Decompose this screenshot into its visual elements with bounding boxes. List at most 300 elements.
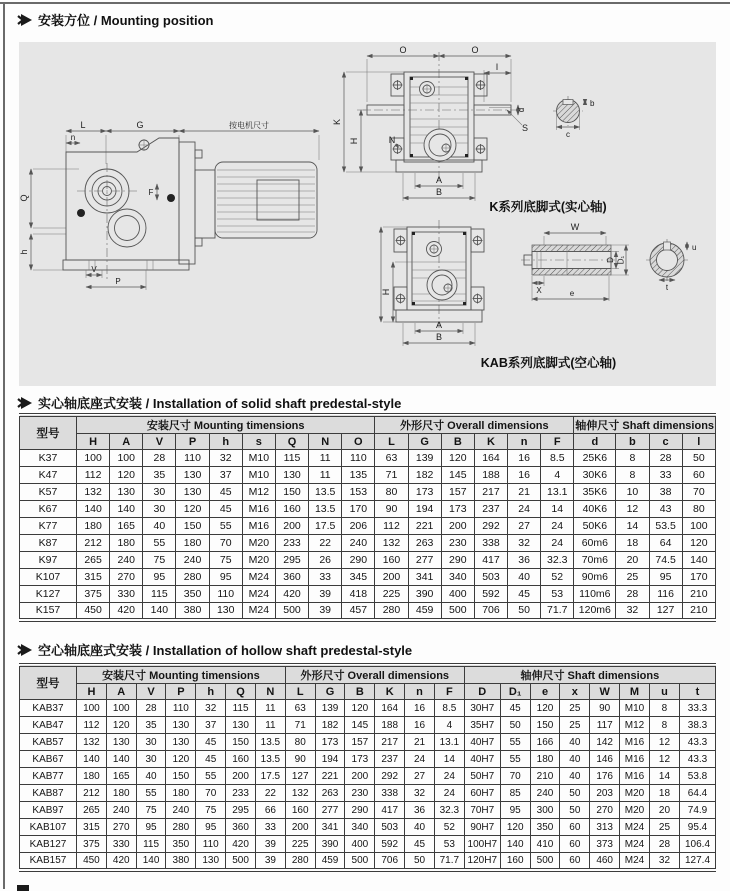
value-cell: 140 <box>682 552 715 569</box>
value-cell: 55 <box>143 535 176 552</box>
dim-label-e: e <box>569 289 575 298</box>
value-cell: 160 <box>275 501 308 518</box>
value-cell: M20 <box>242 552 275 569</box>
dim-label-Q: Q <box>19 194 29 202</box>
value-cell: 95 <box>196 819 226 836</box>
dim-label-h: h <box>19 249 29 255</box>
value-cell: 180 <box>530 751 560 768</box>
value-cell: 330 <box>106 836 136 853</box>
value-cell: 39 <box>309 603 342 620</box>
value-cell: M20 <box>620 802 650 819</box>
dim-label-H-kab: H <box>381 288 391 296</box>
value-cell: 28 <box>143 450 176 467</box>
value-cell: 212 <box>77 785 107 802</box>
value-cell: 32.3 <box>541 552 574 569</box>
value-cell: 212 <box>77 535 110 552</box>
value-cell: 20 <box>649 802 679 819</box>
value-cell: 180 <box>106 785 136 802</box>
value-cell: 95 <box>143 569 176 586</box>
value-cell: 60 <box>560 853 590 870</box>
value-cell: 35 <box>143 467 176 484</box>
value-cell: 120 <box>441 450 474 467</box>
value-cell: 50 <box>405 853 435 870</box>
value-cell: 390 <box>315 836 345 853</box>
value-cell: 338 <box>474 535 507 552</box>
column-header: L <box>375 434 408 450</box>
value-cell: 60 <box>682 467 715 484</box>
value-cell: 18 <box>616 535 649 552</box>
value-cell: 38 <box>649 484 682 501</box>
value-cell: 74.5 <box>649 552 682 569</box>
table-row <box>20 603 716 620</box>
value-cell: 25 <box>560 700 590 717</box>
model-cell: KAB97 <box>20 802 77 819</box>
model-cell: K97 <box>20 552 77 569</box>
value-cell: 200 <box>441 518 474 535</box>
value-cell: 225 <box>285 836 315 853</box>
value-cell: 130 <box>226 717 256 734</box>
value-cell: 153 <box>342 484 375 501</box>
section-flag-icon <box>17 397 32 409</box>
value-cell: M16 <box>242 501 275 518</box>
value-cell: 176 <box>590 768 620 785</box>
value-cell: 417 <box>375 802 405 819</box>
section-header-mounting <box>17 10 213 29</box>
value-cell: 160 <box>375 552 408 569</box>
value-cell: 45 <box>405 836 435 853</box>
value-cell: 410 <box>530 836 560 853</box>
value-cell: 110 <box>342 450 375 467</box>
dim-label-N: N <box>388 135 396 145</box>
value-cell: 173 <box>408 484 441 501</box>
dim-label-n: n <box>70 133 76 142</box>
value-cell: 130 <box>106 734 136 751</box>
value-cell: 450 <box>77 853 107 870</box>
value-cell: 110m6 <box>574 586 616 603</box>
value-cell: 24 <box>405 751 435 768</box>
value-cell: 100 <box>77 450 110 467</box>
value-cell: 16 <box>405 700 435 717</box>
value-cell: 350 <box>176 586 209 603</box>
value-cell: 120 <box>530 700 560 717</box>
column-header: G <box>315 684 345 700</box>
value-cell: 28 <box>649 836 679 853</box>
column-header: A <box>110 434 143 450</box>
value-cell: 40 <box>508 569 541 586</box>
value-cell: 164 <box>474 450 507 467</box>
value-cell: 173 <box>345 751 375 768</box>
value-cell: 17.5 <box>255 768 285 785</box>
column-header: D₁ <box>500 684 530 700</box>
value-cell: 13.5 <box>309 484 342 501</box>
dim-label-O-left: O <box>399 45 407 55</box>
value-cell: 95 <box>136 819 166 836</box>
hollow-shaft-dimensions-table <box>19 663 716 872</box>
value-cell: 74.9 <box>680 802 716 819</box>
section-header-hollow <box>17 640 412 659</box>
value-cell: 265 <box>77 802 107 819</box>
left-rule <box>3 2 5 889</box>
value-cell: 64.4 <box>680 785 716 802</box>
model-cell: K107 <box>20 569 77 586</box>
model-cell: KAB107 <box>20 819 77 836</box>
value-cell: 50K6 <box>574 518 616 535</box>
value-cell: 188 <box>474 467 507 484</box>
value-cell: 115 <box>275 450 308 467</box>
value-cell: 270 <box>106 819 136 836</box>
value-cell: 270 <box>110 569 143 586</box>
value-cell: 45 <box>500 700 530 717</box>
column-header: t <box>680 684 716 700</box>
hollow-shaft-section-drawing <box>521 222 629 301</box>
column-header: V <box>136 684 166 700</box>
value-cell: 145 <box>345 717 375 734</box>
value-cell: 206 <box>342 518 375 535</box>
value-cell: 75 <box>143 552 176 569</box>
value-cell: M16 <box>620 734 650 751</box>
value-cell: 116 <box>649 586 682 603</box>
value-cell: 60 <box>560 819 590 836</box>
value-cell: 173 <box>441 501 474 518</box>
value-cell: 150 <box>176 518 209 535</box>
group-header: 外形尺寸 Overall dimensions <box>375 415 574 434</box>
column-header: e <box>530 684 560 700</box>
column-header: V <box>143 434 176 450</box>
value-cell: 16 <box>508 467 541 484</box>
value-cell: 90 <box>285 751 315 768</box>
value-cell: 53.5 <box>649 518 682 535</box>
value-cell: 24 <box>434 785 464 802</box>
value-cell: 130 <box>166 717 196 734</box>
value-cell: 13.5 <box>255 751 285 768</box>
table-row <box>20 501 716 518</box>
value-cell: 380 <box>176 603 209 620</box>
dim-label-O-right: O <box>471 45 479 55</box>
value-cell: 210 <box>682 603 715 620</box>
value-cell: 112 <box>375 518 408 535</box>
column-header: Q <box>226 684 256 700</box>
value-cell: 11 <box>309 467 342 484</box>
value-cell: 263 <box>315 785 345 802</box>
value-cell: 130 <box>275 467 308 484</box>
value-cell: 146 <box>590 751 620 768</box>
value-cell: 18 <box>649 785 679 802</box>
value-cell: 180 <box>77 518 110 535</box>
value-cell: M10 <box>242 467 275 484</box>
value-cell: 139 <box>315 700 345 717</box>
dim-label-X: X <box>536 286 542 295</box>
value-cell: 14 <box>649 768 679 785</box>
value-cell: 100 <box>106 700 136 717</box>
value-cell: 240 <box>176 552 209 569</box>
value-cell: 503 <box>375 819 405 836</box>
table-row <box>20 484 716 501</box>
value-cell: 182 <box>315 717 345 734</box>
value-cell: 295 <box>226 802 256 819</box>
value-cell: M24 <box>242 603 275 620</box>
top-rule <box>0 2 730 4</box>
model-cell: K47 <box>20 467 77 484</box>
value-cell: 221 <box>408 518 441 535</box>
value-cell: 75 <box>209 552 242 569</box>
value-cell: 13.5 <box>255 734 285 751</box>
dim-label-W: W <box>570 222 580 232</box>
value-cell: 66 <box>255 802 285 819</box>
column-header: l <box>682 434 715 450</box>
value-cell: 40 <box>136 768 166 785</box>
value-cell: 140 <box>136 853 166 870</box>
group-header: 外形尺寸 Overall dimensions <box>285 665 464 684</box>
value-cell: 160 <box>285 802 315 819</box>
value-cell: 500 <box>441 603 474 620</box>
value-cell: 24 <box>541 535 574 552</box>
value-cell: 30 <box>143 501 176 518</box>
value-cell: 70H7 <box>464 802 500 819</box>
value-cell: 706 <box>474 603 507 620</box>
value-cell: 30 <box>143 484 176 501</box>
model-cell: K87 <box>20 535 77 552</box>
value-cell: 130 <box>166 734 196 751</box>
dim-label-P: P <box>115 277 121 286</box>
value-cell: 40 <box>405 819 435 836</box>
next-section-partial-icon <box>17 885 29 891</box>
value-cell: 340 <box>345 819 375 836</box>
dim-label-F: F <box>148 188 154 197</box>
section-flag-icon <box>17 14 32 26</box>
value-cell: 53 <box>541 586 574 603</box>
value-cell: 13.5 <box>309 501 342 518</box>
value-cell: 360 <box>226 819 256 836</box>
k-front-view-drawing <box>332 45 595 201</box>
value-cell: 373 <box>590 836 620 853</box>
value-cell: 240 <box>106 802 136 819</box>
value-cell: 210 <box>530 768 560 785</box>
value-cell: 95.4 <box>680 819 716 836</box>
value-cell: 16 <box>508 450 541 467</box>
value-cell: 17.5 <box>309 518 342 535</box>
value-cell: 265 <box>77 552 110 569</box>
value-cell: 8 <box>649 700 679 717</box>
value-cell: 100H7 <box>464 836 500 853</box>
table-row <box>20 802 716 819</box>
value-cell: 313 <box>590 819 620 836</box>
value-cell: 55 <box>500 734 530 751</box>
value-cell: 26 <box>309 552 342 569</box>
value-cell: 28 <box>136 700 166 717</box>
value-cell: 341 <box>315 819 345 836</box>
value-cell: 170 <box>682 569 715 586</box>
value-cell: 233 <box>226 785 256 802</box>
dim-label-K: K <box>332 118 342 126</box>
value-cell: 25K6 <box>574 450 616 467</box>
model-cell: KAB47 <box>20 717 77 734</box>
value-cell: 200 <box>345 768 375 785</box>
value-cell: 295 <box>275 552 308 569</box>
value-cell: 8 <box>616 467 649 484</box>
column-header: P <box>166 684 196 700</box>
value-cell: 280 <box>176 569 209 586</box>
column-header: F <box>541 434 574 450</box>
value-cell: 50 <box>682 450 715 467</box>
dim-label-S: S <box>521 123 529 133</box>
value-cell: 60m6 <box>574 535 616 552</box>
dim-label-b: b <box>590 99 595 108</box>
value-cell: 165 <box>110 518 143 535</box>
value-cell: 20 <box>616 552 649 569</box>
value-cell: 112 <box>77 467 110 484</box>
motor-size-note: 按电机尺寸 <box>229 121 269 130</box>
value-cell: 290 <box>441 552 474 569</box>
value-cell: 53 <box>434 836 464 853</box>
value-cell: 180 <box>110 535 143 552</box>
value-cell: 130 <box>209 603 242 620</box>
model-cell: K57 <box>20 484 77 501</box>
value-cell: M10 <box>242 450 275 467</box>
value-cell: 32 <box>649 853 679 870</box>
value-cell: 230 <box>441 535 474 552</box>
value-cell: M24 <box>242 586 275 603</box>
dim-label-c: c <box>566 130 570 139</box>
value-cell: 127 <box>649 603 682 620</box>
column-header: B <box>441 434 474 450</box>
column-header: u <box>649 684 679 700</box>
value-cell: 300 <box>530 802 560 819</box>
value-cell: 110 <box>166 700 196 717</box>
value-cell: 33.3 <box>680 700 716 717</box>
value-cell: 132 <box>77 484 110 501</box>
value-cell: 200 <box>226 768 256 785</box>
value-cell: 25 <box>649 819 679 836</box>
value-cell: 45 <box>209 484 242 501</box>
model-cell: K67 <box>20 501 77 518</box>
value-cell: 80 <box>285 734 315 751</box>
value-cell: 21 <box>405 734 435 751</box>
column-header: K <box>474 434 507 450</box>
value-cell: 95 <box>209 569 242 586</box>
value-cell: 8.5 <box>434 700 464 717</box>
value-cell: 230 <box>345 785 375 802</box>
value-cell: 40 <box>560 734 590 751</box>
value-cell: 71.7 <box>541 603 574 620</box>
value-cell: M20 <box>620 785 650 802</box>
value-cell: 71.7 <box>434 853 464 870</box>
value-cell: 210 <box>682 586 715 603</box>
value-cell: 50 <box>500 717 530 734</box>
table-row <box>20 836 716 853</box>
value-cell: 24 <box>434 768 464 785</box>
value-cell: 106.4 <box>680 836 716 853</box>
group-header: 轴伸尺寸 Shaft dimensions <box>574 415 716 434</box>
value-cell: 380 <box>166 853 196 870</box>
value-cell: 420 <box>106 853 136 870</box>
column-header: A <box>106 684 136 700</box>
value-cell: 459 <box>315 853 345 870</box>
value-cell: 71 <box>375 467 408 484</box>
value-cell: 292 <box>375 768 405 785</box>
value-cell: 14 <box>434 751 464 768</box>
value-cell: 127 <box>285 768 315 785</box>
value-cell: 110 <box>209 586 242 603</box>
value-cell: 420 <box>110 603 143 620</box>
value-cell: 503 <box>474 569 507 586</box>
value-cell: 200 <box>285 819 315 836</box>
dim-label-B-k: B <box>435 187 443 197</box>
value-cell: 120 <box>345 700 375 717</box>
value-cell: 52 <box>434 819 464 836</box>
value-cell: 263 <box>408 535 441 552</box>
value-cell: 592 <box>375 836 405 853</box>
value-cell: 43 <box>649 501 682 518</box>
value-cell: 233 <box>275 535 308 552</box>
model-cell: K37 <box>20 450 77 467</box>
column-header: F <box>434 684 464 700</box>
value-cell: 95 <box>500 802 530 819</box>
table-row <box>20 700 716 717</box>
section-title-mounting: 安装方位 / Mounting position <box>38 13 214 28</box>
value-cell: 27 <box>508 518 541 535</box>
ring-section-drawing <box>646 239 696 292</box>
value-cell: 22 <box>255 785 285 802</box>
value-cell: 24 <box>541 518 574 535</box>
table-row <box>20 768 716 785</box>
group-header: 安装尺寸 Mounting timensions <box>77 665 286 684</box>
value-cell: 225 <box>375 586 408 603</box>
value-cell: 140 <box>77 751 107 768</box>
dim-label-t: t <box>665 283 669 292</box>
value-cell: 115 <box>136 836 166 853</box>
value-cell: 400 <box>345 836 375 853</box>
value-cell: 217 <box>375 734 405 751</box>
value-cell: 50 <box>560 785 590 802</box>
value-cell: 341 <box>408 569 441 586</box>
dim-label-I: I <box>495 62 499 72</box>
value-cell: 130 <box>176 467 209 484</box>
column-header: h <box>209 434 242 450</box>
value-cell: 500 <box>275 603 308 620</box>
table-row <box>20 734 716 751</box>
table-row <box>20 751 716 768</box>
value-cell: 90H7 <box>464 819 500 836</box>
value-cell: 165 <box>106 768 136 785</box>
value-cell: 418 <box>342 586 375 603</box>
value-cell: 75 <box>196 802 226 819</box>
value-cell: M16 <box>620 768 650 785</box>
value-cell: 120 <box>500 819 530 836</box>
value-cell: 39 <box>255 853 285 870</box>
value-cell: 21 <box>508 484 541 501</box>
value-cell: 70 <box>682 484 715 501</box>
value-cell: 35H7 <box>464 717 500 734</box>
value-cell: 32.3 <box>434 802 464 819</box>
value-cell: 90 <box>590 700 620 717</box>
value-cell: 132 <box>375 535 408 552</box>
model-cell: KAB67 <box>20 751 77 768</box>
value-cell: 117 <box>590 717 620 734</box>
value-cell: 120 <box>166 751 196 768</box>
value-cell: 132 <box>285 785 315 802</box>
column-header: n <box>508 434 541 450</box>
value-cell: 43.3 <box>680 734 716 751</box>
value-cell: 237 <box>375 751 405 768</box>
value-cell: 30K6 <box>574 467 616 484</box>
value-cell: 240 <box>110 552 143 569</box>
value-cell: 45 <box>196 734 226 751</box>
value-cell: 32 <box>209 450 242 467</box>
value-cell: 32 <box>405 785 435 802</box>
value-cell: M24 <box>242 569 275 586</box>
value-cell: 50 <box>508 603 541 620</box>
value-cell: 457 <box>342 603 375 620</box>
